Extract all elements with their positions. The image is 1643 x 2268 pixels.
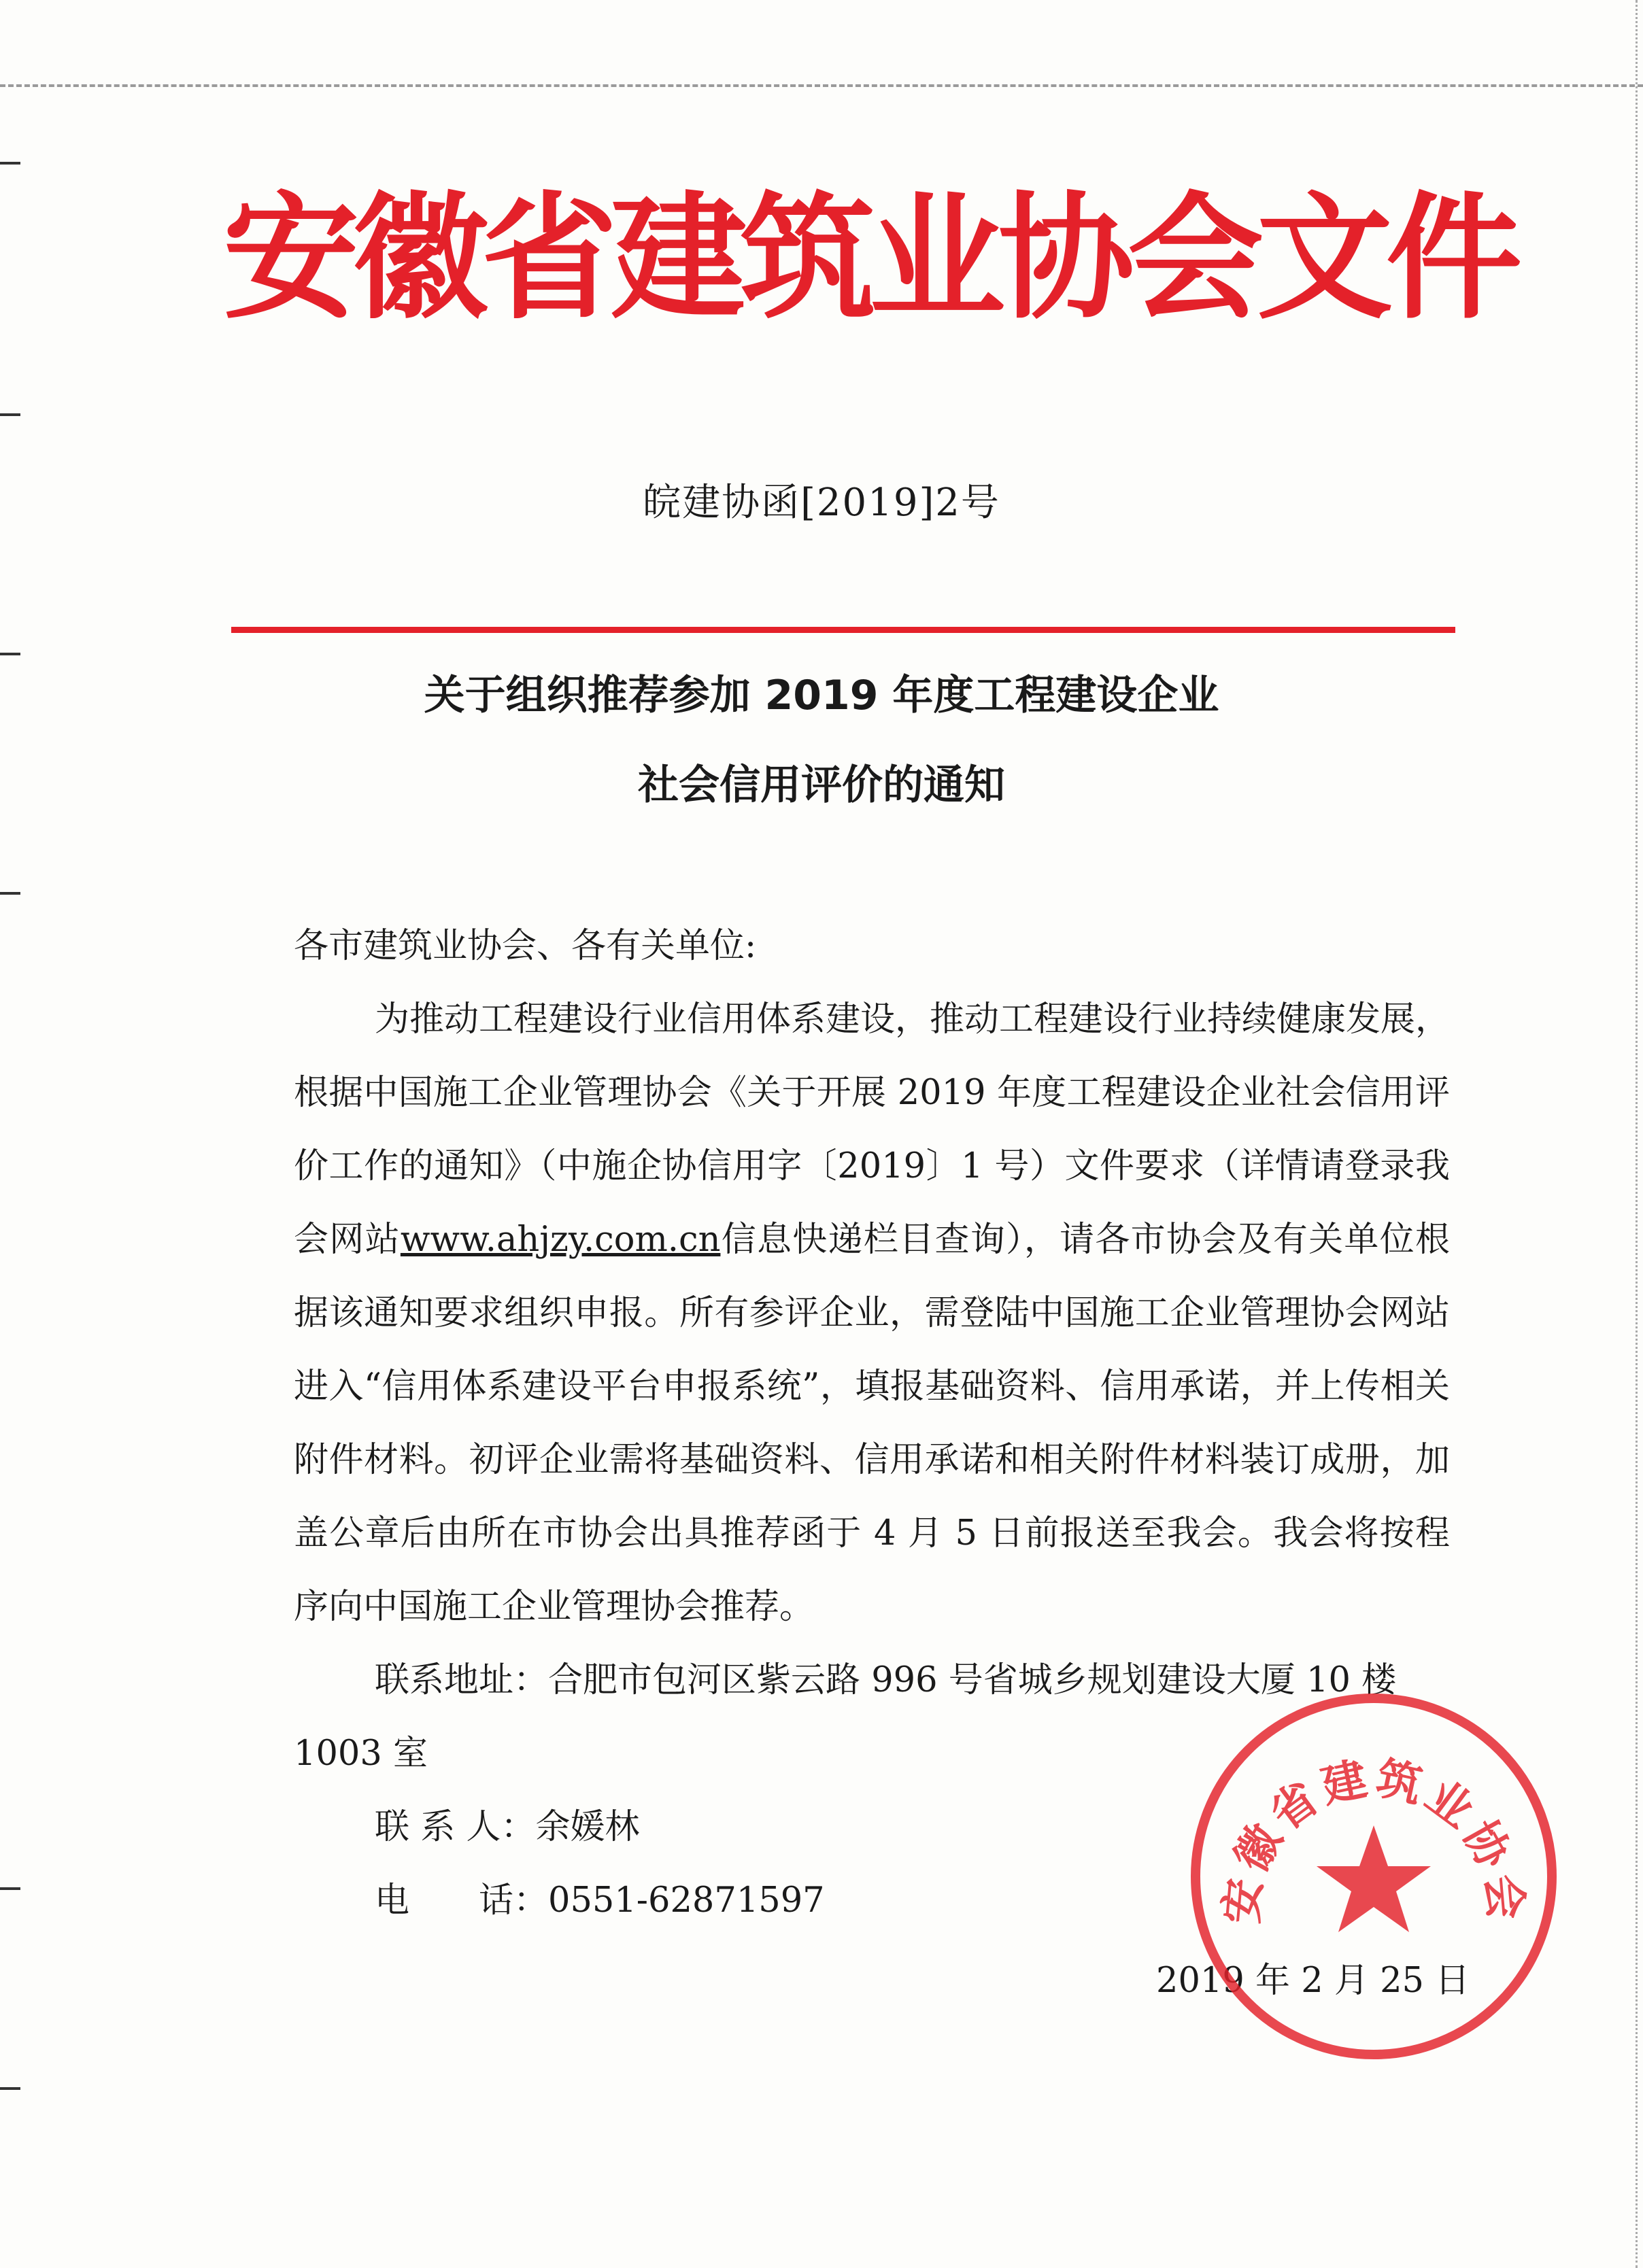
notice-title-line-1: 关于组织推荐参加 2019 年度工程建设企业 [424,672,1219,719]
document-header-title: 安徽省建筑业协会文件 [223,178,1516,338]
scan-edge-top [0,84,1643,87]
punch-mark [0,1887,20,1890]
seal-text: 安徽省建筑业协会 [1215,1751,1533,1926]
contact-phone-value: 0551-62871597 [548,1880,825,1921]
contact-phone-label: 电 话： [375,1880,549,1921]
website-link[interactable]: www.ahjzy.com.cn [400,1220,721,1260]
punch-mark [0,892,20,895]
scan-edge-right [1633,0,1638,2268]
punch-mark [0,653,20,655]
red-divider-line [231,627,1455,633]
notice-title-line-2: 社会信用评价的通知 [638,761,1005,809]
contact-person-label: 联 系 人： [375,1807,536,1847]
punch-mark [0,413,20,416]
salutation: 各市建筑业协会、各有关单位: [294,926,757,966]
contact-address-value: 合肥市包河区紫云路 996 号省城乡规划建设大厦 10 楼 1003 室 [294,1660,1397,1774]
body-text-part-1: 为推动工程建设行业信用体系建设，推动工程建设行业持续健康发展，根据中国施工企业管理协会《关于开展 2019 年度工程建设企业社会信用评价工作的通知》（中施企协信用字〔2019〕1 号）文件要求（详情请登录我会网站 [294,999,1451,1260]
punch-mark [0,162,20,165]
body-paragraph [294,983,1450,1644]
contact-person-value: 余媛林 [535,1807,640,1847]
issue-date: 2019 年 2 月 25 日 [1156,1961,1470,2001]
document-number: 皖建协函[2019]2号 [643,481,1000,525]
official-seal-icon [1183,1686,1564,2067]
punch-mark [0,2087,20,2090]
body-text-part-2: 信息快递栏目查询），请各市协会及有关单位根据该通知要求组织申报。所有参评企业，需登陆中国施工企业管理协会网站进入“信用体系建设平台申报系统”，填报基础资料、信用承诺，并上传相关附件材料。初评企业需将基础资料、信用承诺和相关附件材料装订成册，加盖公章后由所在市协会出具推荐函于 4 月 5 日前报送至我会。我会将按程序向中国施工企业管理协会推荐。 [294,1220,1450,1627]
contact-address-label: 联系地址： [375,1660,549,1700]
